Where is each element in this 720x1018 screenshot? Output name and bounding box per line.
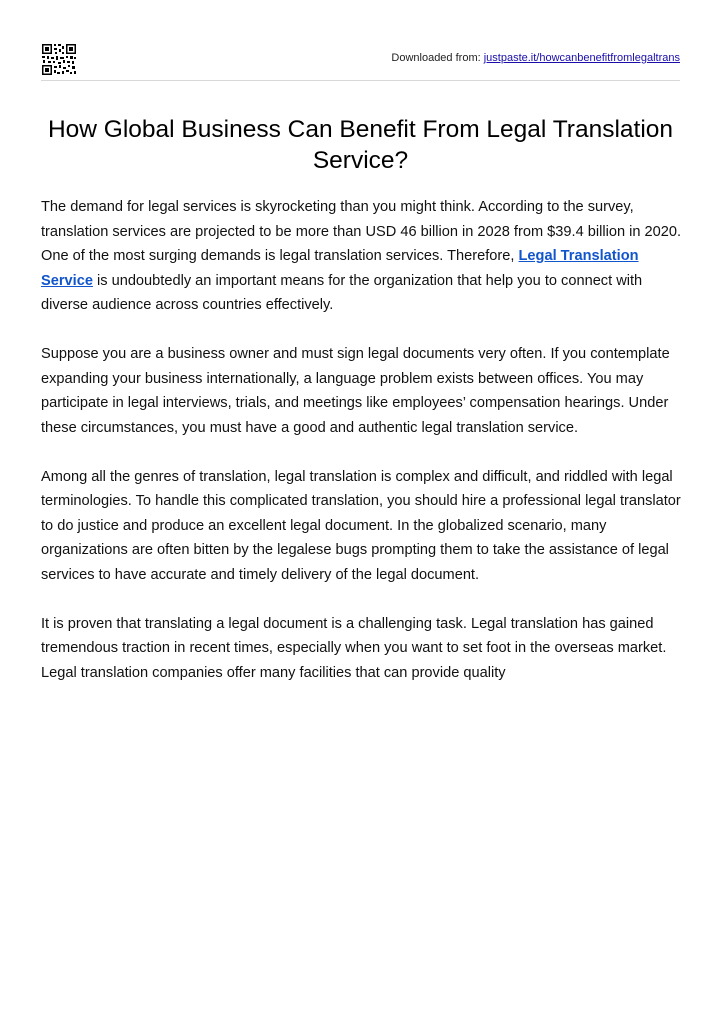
document-body [41, 195, 685, 710]
paragraph-1-text-after-link: is undoubtedly an important means for the organization that help you to connect with diverse audience across countries effectively. [41, 272, 643, 313]
page-header [41, 43, 680, 81]
qr-code-icon [41, 43, 77, 76]
paragraph-1-text-before-link: The demand for legal services is skyrocketing than you might think. According to the survey, translation services are projected to be more than USD 46 billion in 2028 from $39.4 billion in 2020. One of the most surging demands is legal translation services. Therefore, [41, 199, 682, 264]
paragraph-2: Suppose you are a business owner and must sign legal documents very often. If you contemplate expanding your business internationally, a language problem exists between offices. You may participate in legal interviews, trials, and meetings like employees’ compensation hearings. Under these circumstances, you must have a good and authentic legal translation service. [41, 346, 670, 436]
source-link[interactable]: justpaste.it/howcanbenefitfromlegaltrans [483, 52, 680, 64]
paragraph-1 [41, 195, 685, 318]
legal-translation-service-link[interactable]: Legal Translation Service [41, 248, 639, 289]
downloaded-label: Downloaded from: [391, 52, 484, 64]
page-title: How Global Business Can Benefit From Legal Translation Service? [47, 116, 674, 174]
paragraph-3: Among all the genres of translation, legal translation is complex and difficult, and riddled with legal terminologies. To handle this complicated translation, you should hire a professional legal translator to do justice and produce an excellent legal document. In the globalized scenario, many organizations are often bitten by the legalese bugs prompting them to take the assistance of legal services to have accurate and timely delivery of the legal document. [41, 468, 681, 583]
paragraph-4: It is proven that translating a legal document is a challenging task. Legal translation has gained tremendous traction in recent times, especially when you want to set foot in the overseas market. Legal translation companies offer many facilities that can provide quality [41, 615, 667, 681]
downloaded-from-notice [391, 52, 680, 64]
